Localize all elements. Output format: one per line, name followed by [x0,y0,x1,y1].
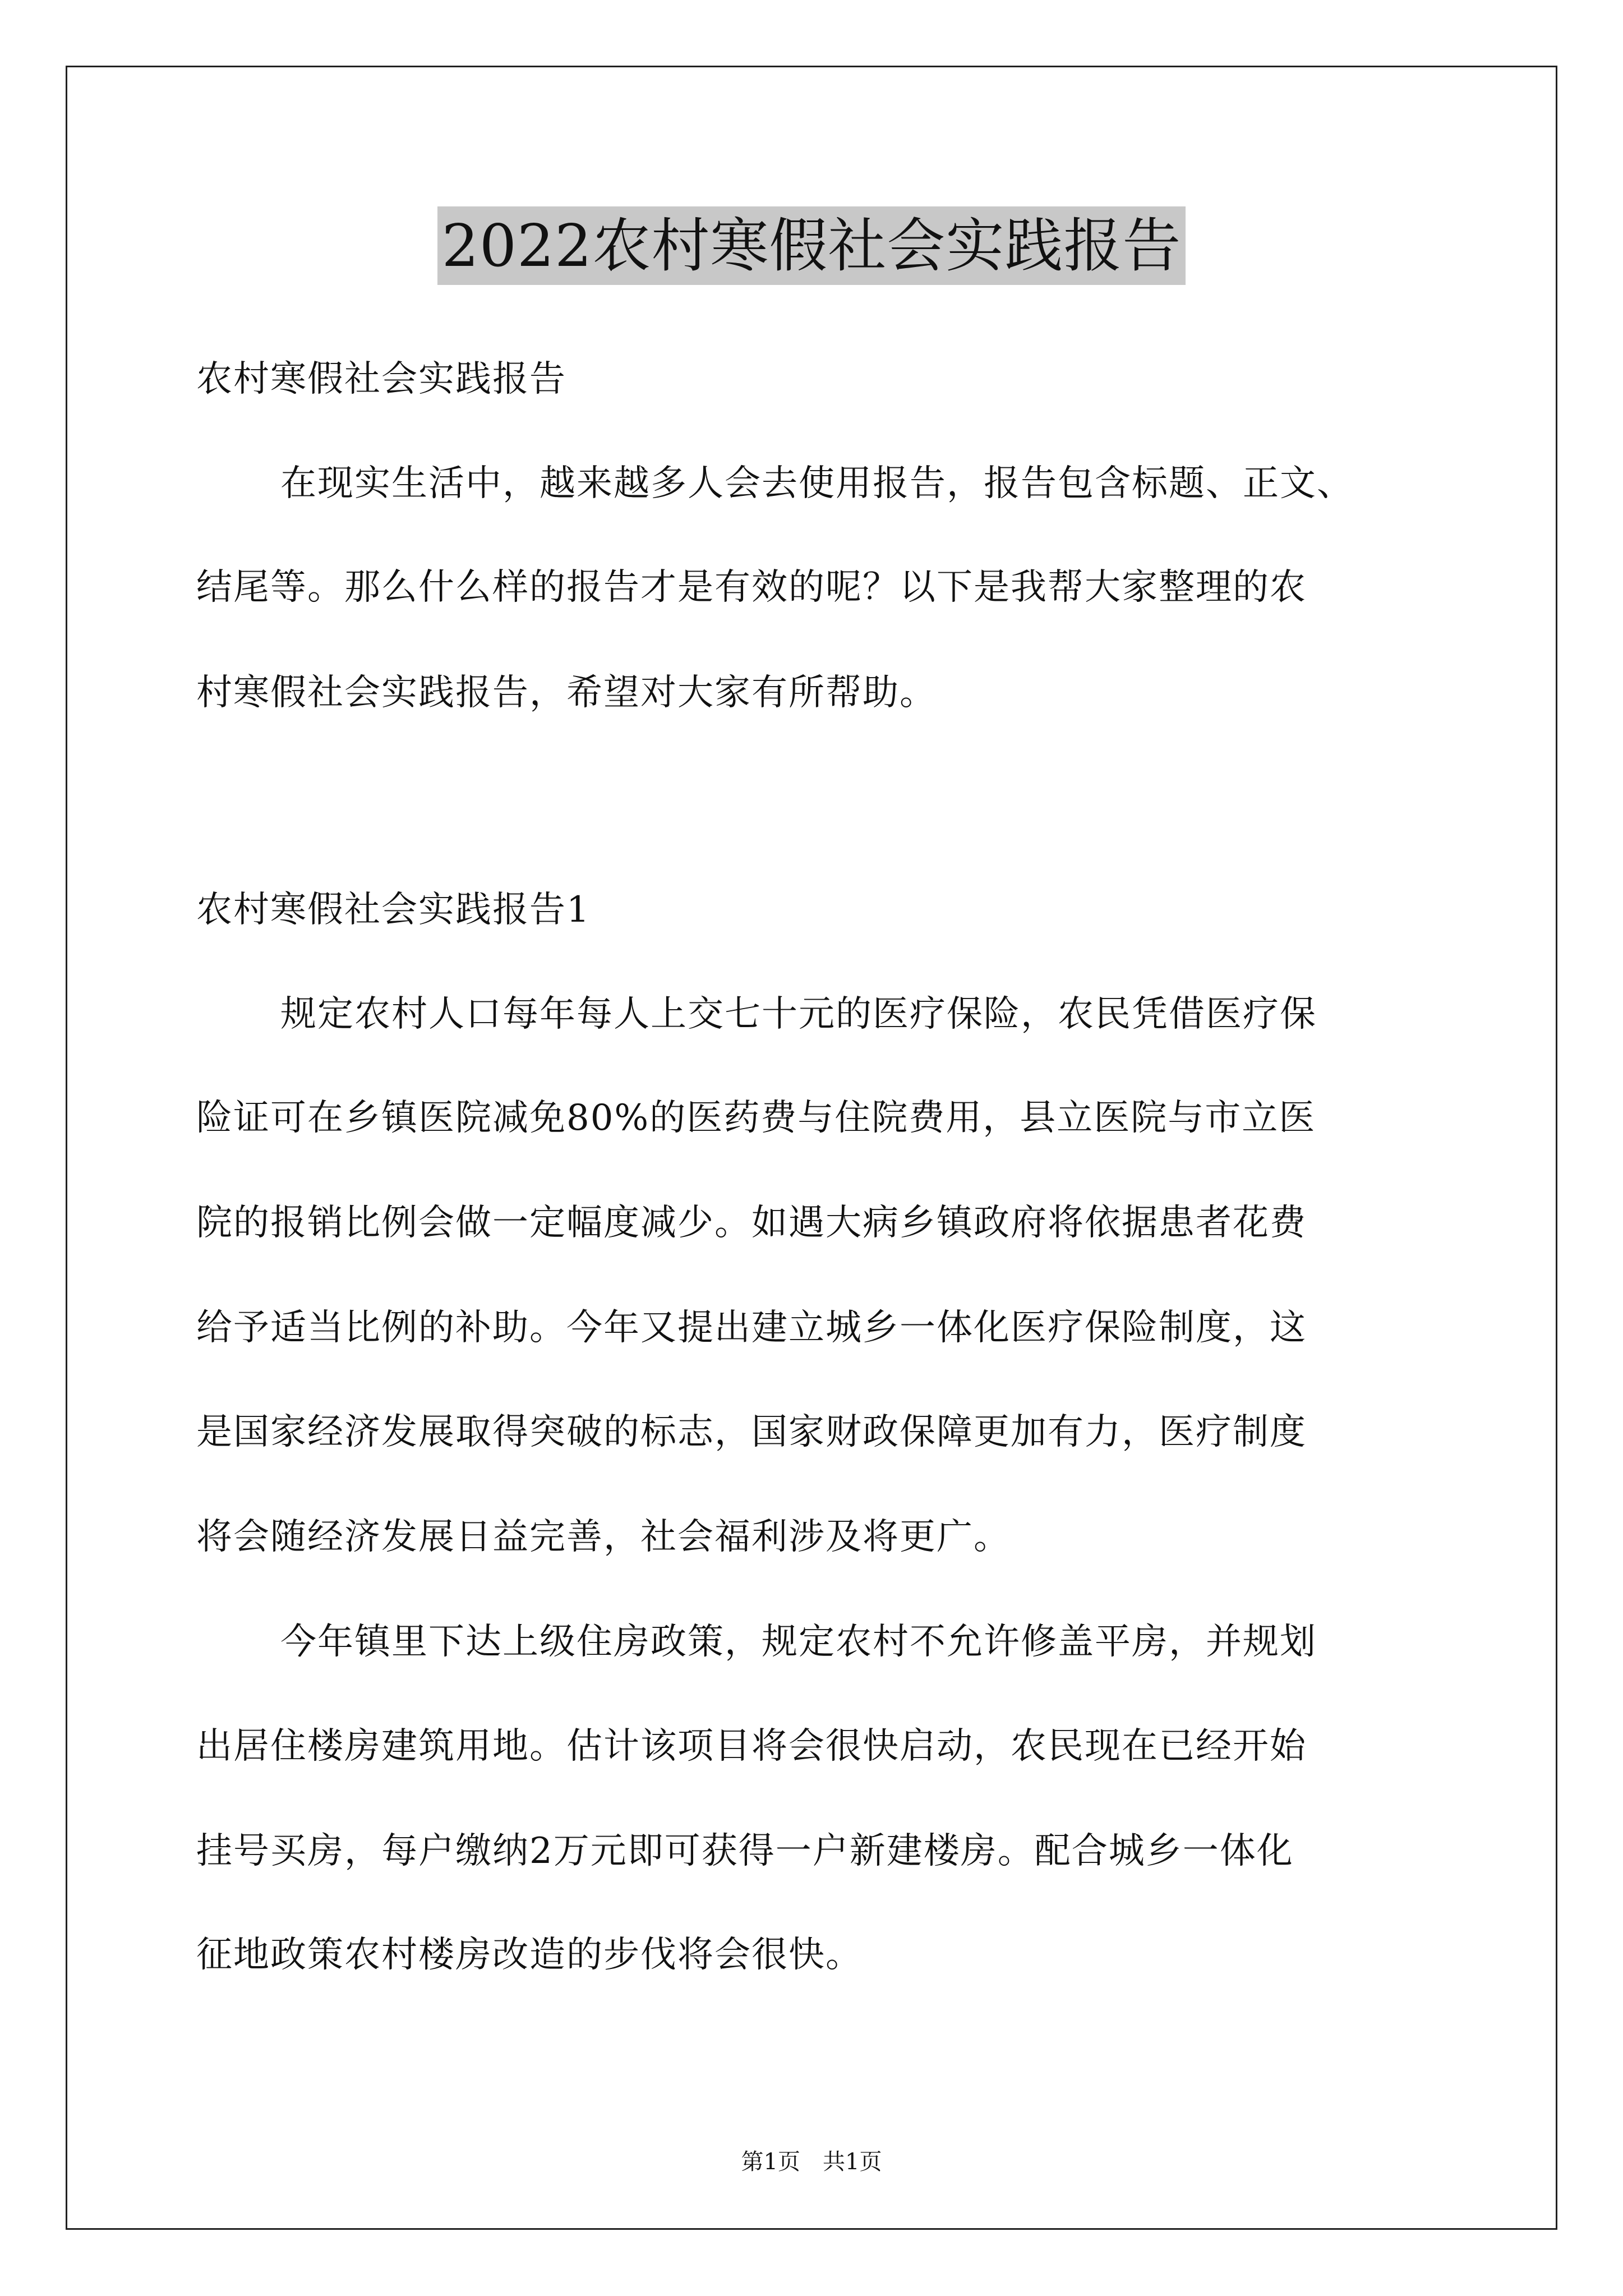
paragraph-line: 今年镇里下达上级住房政策，规定农村不允许修盖平房，并规划 [280,1621,1317,1663]
page-number: 第1页 共1页 [741,2149,882,2175]
paragraph-line: 将会随经济发展日益完善，社会福利涉及将更广。 [196,1516,1011,1558]
section-heading: 农村寒假社会实践报告1 [196,889,591,931]
paragraph-line: 规定农村人口每年每人上交七十元的医疗保险，农民凭借医疗保 [280,993,1317,1035]
paragraph-line: 在现实生活中，越来越多人会去使用报告，报告包含标题、正文、 [280,463,1354,504]
paragraph-line: 征地政策农村楼房改造的步伐将会很快。 [196,1934,863,1976]
title-container [0,206,1623,285]
paragraph-line: 结尾等。那么什么样的报告才是有效的呢？以下是我帮大家整理的农 [196,567,1307,608]
paragraph-line: 险证可在乡镇医院减免80%的医药费与住院费用，县立医院与市立医 [196,1097,1316,1139]
paragraph-line: 给予适当比例的补助。今年又提出建立城乡一体化医疗保险制度，这 [196,1307,1307,1349]
paragraph-line: 院的报销比例会做一定幅度减少。如遇大病乡镇政府将依据患者花费 [196,1202,1307,1244]
document-title: 2022农村寒假社会实践报告 [437,206,1186,285]
paragraph-line: 出居住楼房建筑用地。估计该项目将会很快启动，农民现在已经开始 [196,1726,1307,1767]
paragraph-line: 村寒假社会实践报告，希望对大家有所帮助。 [196,672,937,714]
paragraph-line: 挂号买房，每户缴纳2万元即可获得一户新建楼房。配合城乡一体化 [196,1830,1294,1872]
subtitle: 农村寒假社会实践报告 [196,358,566,400]
paragraph-line: 是国家经济发展取得突破的标志，国家财政保障更加有力，医疗制度 [196,1411,1307,1453]
